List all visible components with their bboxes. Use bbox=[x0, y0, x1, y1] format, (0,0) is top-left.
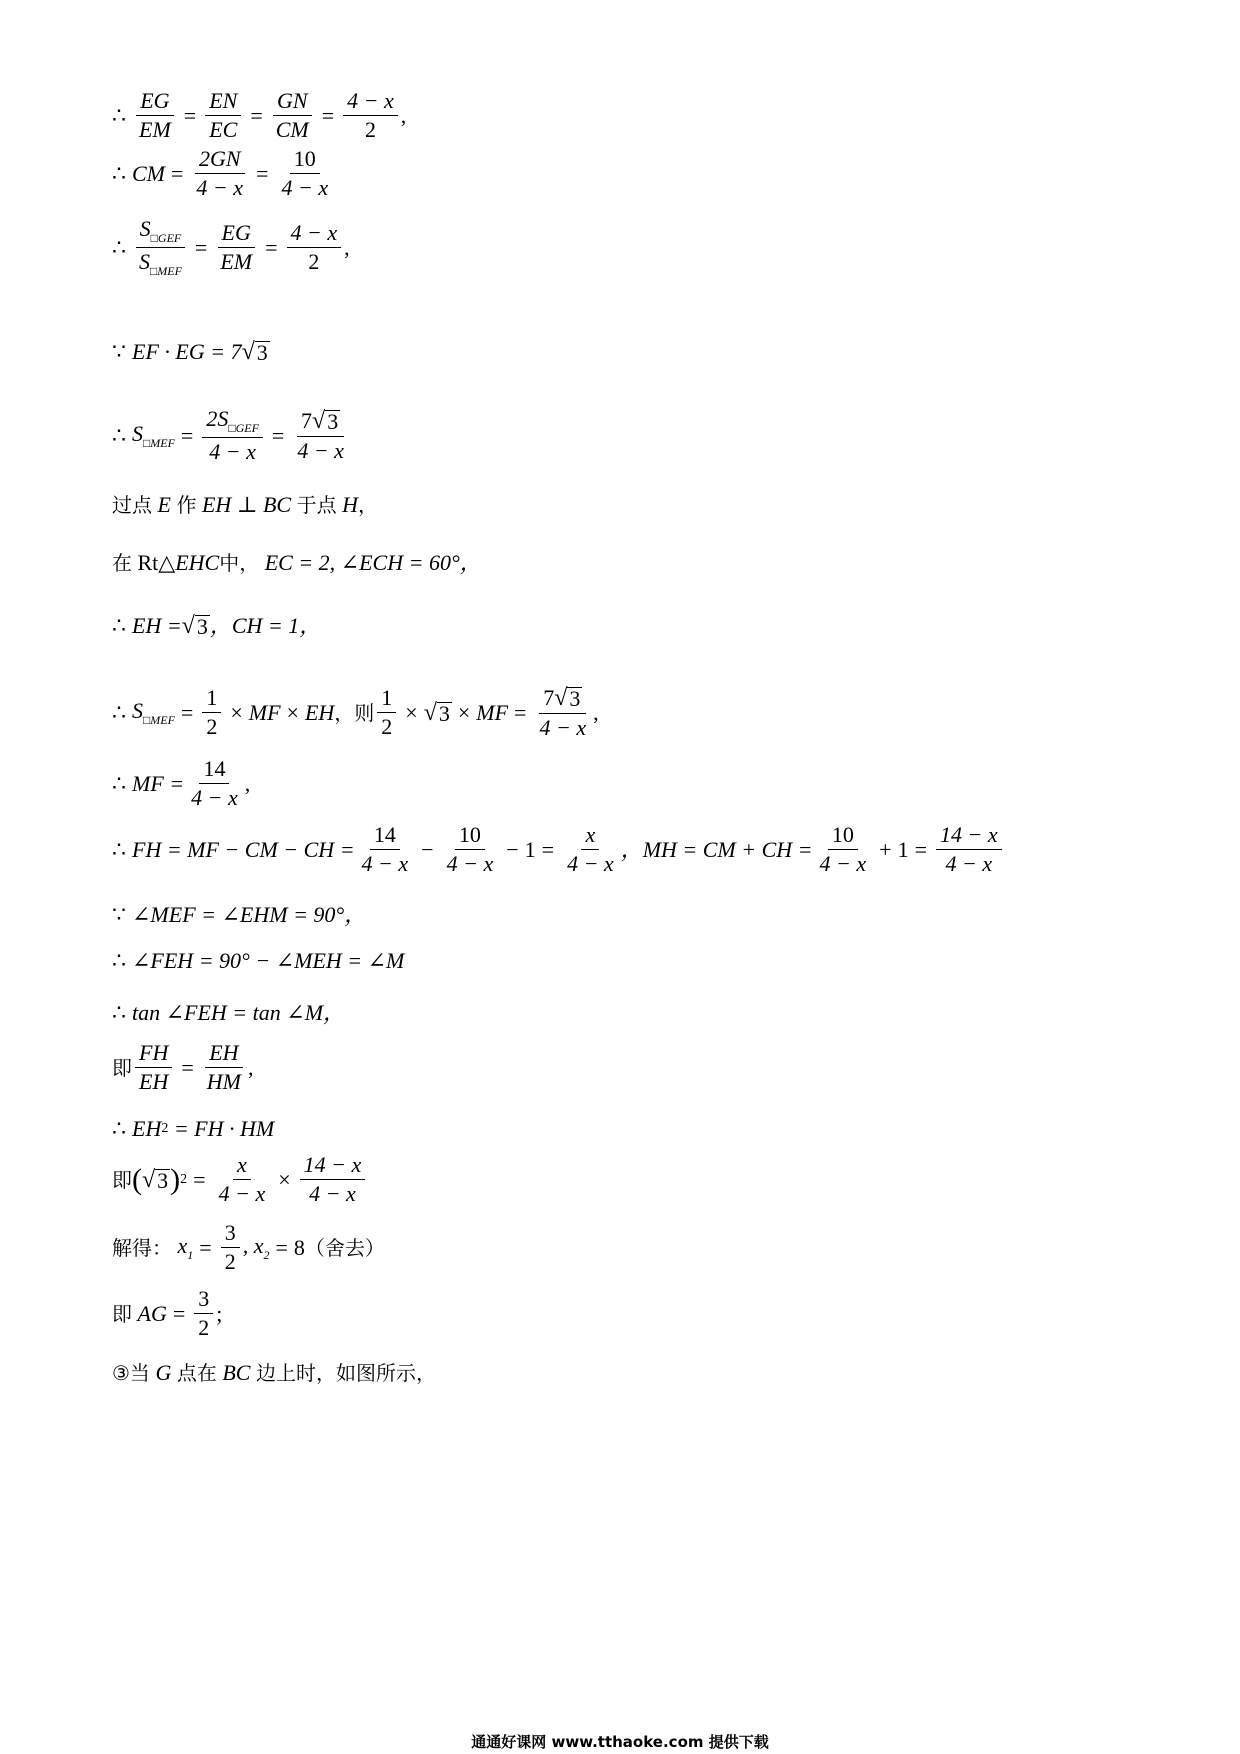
derivation-line-14: ∴ tan ∠FEH = tan ∠M， bbox=[112, 1000, 346, 1025]
derivation-line-9: ∴ $S_{□MEF}$ = $\frac{1}{2}$ × MF × EH ， 则 $\frac{1}{2}$ × √ 3 × MF = 7 √ 3 4 − x , bbox=[112, 685, 599, 740]
derivation-line-3: ∴ $\frac{S_{□GEF}}{S_{□MEF}}$ = $\frac{EG}{EM}$ = $\frac{4 - x}{2}$ , bbox=[112, 216, 350, 278]
derivation-line-19: 即 AG = $\frac{3}{2}$ ; bbox=[112, 1286, 223, 1340]
derivation-line-20: ③当 G 点在 BC 边上时，如图所示， bbox=[112, 1360, 436, 1385]
derivation-line-8: ∴ EH = √ 3 ，CH = 1， bbox=[112, 613, 322, 639]
derivation-line-4: ∵ EF · EG = 7 √ 3 bbox=[112, 339, 268, 365]
derivation-line-17: 即 ( √ 3 ) 2 = $\frac{x}{4 - x}$ × $\frac{14 - x}{4 - x}$ bbox=[112, 1154, 368, 1205]
derivation-line-5: ∴ $S_{□MEF}$ = $\frac{2S_{□GEF}}{4 - x}$ = 7 √ 3 4 − x bbox=[112, 406, 344, 464]
derivation-line-2: ∴ CM = $\frac{2GN}{4 - x}$ = $\frac{10}{4 - x}$ bbox=[112, 146, 329, 200]
page-footer: 通通好课网 www.tthaoke.com 提供下载 bbox=[471, 1733, 769, 1751]
derivation-line-10: ∴ MF = $\frac{14}{4 - x}$ , bbox=[112, 756, 251, 810]
derivation-line-12: ∵ ∠MEF = ∠EHM = 90°， bbox=[112, 902, 367, 927]
derivation-line-11: ∴ FH = MF − CM − CH = $\frac{14}{4 - x}$ − $\frac{10}{4 - x}$ − 1 = $\frac{x}{4 - x}$ ，MH = CM + CH = $\frac{10}{4 - x}$ + 1 = $\frac{14 - x}{4 - x}$ bbox=[112, 824, 1005, 875]
derivation-line-15: 即 $\frac{FH}{EH}$ = $\frac{EH}{HM}$ , bbox=[112, 1040, 254, 1094]
derivation-line-6: 过点 E 作 EH ⊥ BC 于点 H ， bbox=[112, 492, 378, 517]
derivation-line-13: ∴ ∠FEH = 90° − ∠MEH = ∠M bbox=[112, 948, 405, 973]
derivation-line-18: 解得： $x_1$ = $\frac{3}{2}$ , $x_2$ = 8 （舍去） bbox=[112, 1220, 385, 1274]
derivation-line-7: 在 Rt△ EHC 中， EC = 2, ∠ECH = 60°， bbox=[112, 550, 482, 575]
derivation-line-1: ∴ $\frac{EG}{EM}$ = $\frac{EN}{EC}$ = $\frac{GN}{CM}$ = $\frac{4 - x}{2}$ , bbox=[112, 88, 407, 142]
fraction: $\frac{EG}{EM}$ bbox=[135, 90, 175, 141]
derivation-line-16: ∴ EH 2 = FH · HM bbox=[112, 1116, 275, 1141]
